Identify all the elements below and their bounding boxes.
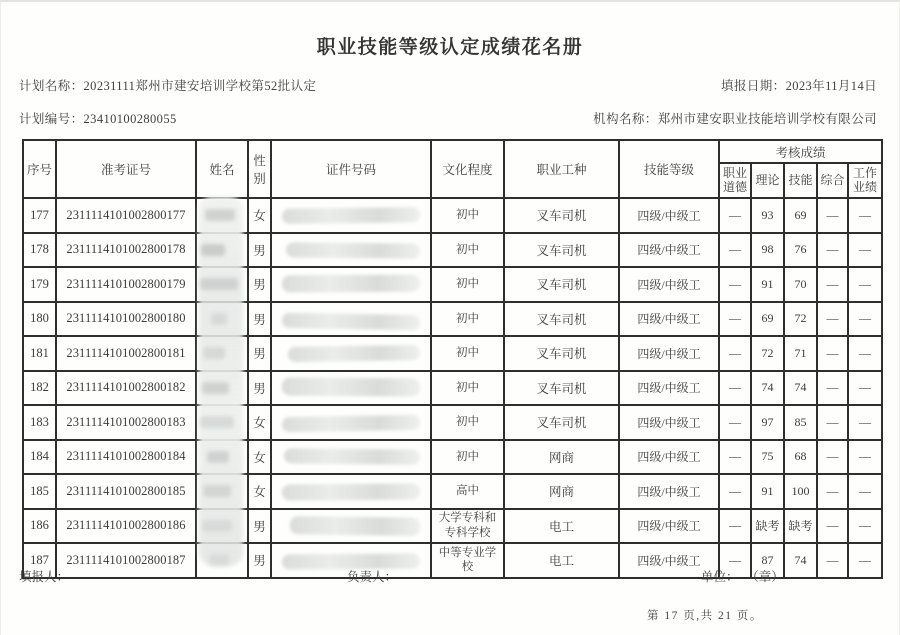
cell-occupation: 网商 [504, 474, 619, 509]
cell-occupation: 叉车司机 [504, 336, 619, 371]
cell-occupation: 叉车司机 [504, 198, 619, 233]
cell-score-theory: 72 [751, 336, 784, 371]
cell-ticket: 2311114101002800180 [56, 302, 196, 337]
col-ticket: 准考证号 [56, 140, 196, 198]
cell-score-theory: 91 [751, 474, 784, 509]
cell-level: 四级/中级工 [619, 302, 719, 337]
cell-id-number [271, 302, 431, 337]
cell-score-comprehensive: — [817, 440, 848, 475]
cell-score-theory: 75 [751, 440, 784, 475]
cell-id-number [271, 474, 431, 509]
cell-score-work: — [848, 198, 882, 233]
cell-level: 四级/中级工 [619, 336, 719, 371]
plan-no [19, 109, 177, 127]
cell-gender: 男 [248, 336, 271, 371]
cell-level: 四级/中级工 [619, 509, 719, 544]
org-name [593, 109, 877, 127]
col-score-comprehensive: 综合 [817, 163, 848, 198]
cell-occupation: 网商 [504, 440, 619, 475]
cell-no: 181 [23, 336, 56, 371]
id-redaction-smudge [282, 207, 420, 224]
cell-education: 大学专科和专科学校 [431, 509, 504, 544]
page-title: 职业技能等级认定成绩花名册 [316, 37, 584, 58]
cell-level: 四级/中级工 [619, 405, 719, 440]
cell-score-skill: 74 [784, 543, 817, 578]
name-redaction-smudge [205, 209, 235, 221]
cell-gender: 女 [248, 440, 271, 475]
cell-ticket: 2311114101002800187 [56, 543, 196, 578]
cell-no: 182 [23, 371, 56, 406]
cell-id-number [271, 198, 431, 233]
cell-level: 四级/中级工 [619, 440, 719, 475]
cell-score-ethics: — [719, 543, 751, 578]
cell-education: 初中 [431, 371, 504, 406]
unit-seal [701, 567, 784, 585]
name-redaction-smudge [203, 347, 225, 359]
cell-score-comprehensive: — [817, 405, 848, 440]
cell-education: 初中 [431, 233, 504, 268]
name-redaction-smudge [211, 313, 227, 325]
table-row [23, 233, 882, 268]
cell-no: 179 [23, 267, 56, 302]
cell-name [196, 233, 248, 268]
id-redaction-smudge [284, 448, 420, 464]
cell-score-theory: 87 [751, 543, 784, 578]
cell-score-ethics: — [719, 336, 751, 371]
cell-score-ethics: — [719, 405, 751, 440]
cell-id-number [271, 509, 431, 544]
roster-table [22, 139, 883, 579]
cell-score-skill: 69 [784, 198, 817, 233]
cell-name [196, 405, 248, 440]
cell-score-ethics: — [719, 440, 751, 475]
cell-id-number [271, 405, 431, 440]
cell-ticket: 2311114101002800178 [56, 233, 196, 268]
meta-line-1 [19, 76, 877, 94]
cell-gender: 男 [248, 233, 271, 268]
cell-score-theory: 93 [751, 198, 784, 233]
cell-education: 中等专业学校 [431, 543, 504, 578]
cell-gender: 女 [248, 405, 271, 440]
name-redaction-smudge [202, 382, 229, 394]
org-name-label: 机构名称： [593, 112, 658, 126]
cell-no: 183 [23, 405, 56, 440]
id-redaction-smudge [288, 345, 420, 362]
org-name-value: 郑州市建安职业技能培训学校有限公司 [657, 112, 877, 126]
cell-score-comprehensive: — [817, 474, 848, 509]
col-score-work: 工作业绩 [848, 163, 882, 198]
id-redaction-smudge [282, 312, 420, 329]
cell-score-work: — [848, 440, 882, 475]
col-education: 文化程度 [431, 140, 504, 198]
cell-score-ethics: — [719, 474, 751, 509]
table-row [23, 474, 882, 509]
col-occupation: 职业工种 [504, 140, 619, 198]
cell-score-ethics: — [719, 302, 751, 337]
cell-education: 初中 [431, 198, 504, 233]
cell-no: 177 [23, 198, 56, 233]
cell-ticket: 2311114101002800181 [56, 336, 196, 371]
cell-name [196, 302, 248, 337]
meta-line-2 [19, 109, 877, 127]
name-redaction-smudge [202, 520, 232, 532]
cell-score-skill: 缺考 [784, 509, 817, 544]
col-gender: 性别 [248, 140, 271, 198]
name-redaction-smudge [203, 485, 231, 497]
cell-no: 187 [23, 543, 56, 578]
cell-gender: 男 [248, 302, 271, 337]
cell-score-work: — [848, 371, 882, 406]
cell-occupation: 叉车司机 [504, 233, 619, 268]
cell-id-number [271, 336, 431, 371]
report-date-label: 填报日期： [721, 79, 786, 93]
cell-level: 四级/中级工 [619, 198, 719, 233]
table-row [23, 198, 882, 233]
cell-score-comprehensive: — [817, 233, 848, 268]
cell-score-theory: 74 [751, 371, 784, 406]
id-redaction-smudge [282, 377, 420, 396]
cell-score-skill: 85 [784, 405, 817, 440]
table-row [23, 371, 882, 406]
cell-score-skill: 76 [784, 233, 817, 268]
col-score-theory: 理论 [751, 163, 784, 198]
cell-score-ethics: — [719, 371, 751, 406]
plan-no-value: 23410100280055 [83, 112, 177, 126]
cell-gender: 男 [248, 371, 271, 406]
cell-score-comprehensive: — [817, 302, 848, 337]
cell-level: 四级/中级工 [619, 267, 719, 302]
cell-gender: 男 [248, 267, 271, 302]
col-id-number: 证件号码 [271, 140, 431, 198]
cell-id-number [271, 267, 431, 302]
col-score-skill: 技能 [784, 163, 817, 198]
cell-education: 初中 [431, 302, 504, 337]
col-no: 序号 [23, 140, 56, 198]
name-redaction-smudge [200, 278, 238, 290]
cell-no: 184 [23, 440, 56, 475]
cell-ticket: 2311114101002800184 [56, 440, 196, 475]
cell-no: 178 [23, 233, 56, 268]
plan-name-value: 20231111郑州市建安培训学校第52批认定 [83, 79, 317, 93]
cell-level: 四级/中级工 [619, 371, 719, 406]
cell-education: 初中 [431, 405, 504, 440]
report-date-value: 2023年11月14日 [785, 79, 877, 93]
cell-score-skill: 68 [784, 440, 817, 475]
cell-name [196, 198, 248, 233]
plan-no-label: 计划编号： [19, 112, 84, 126]
cell-ticket: 2311114101002800179 [56, 267, 196, 302]
unit-label: 单位： [701, 570, 739, 584]
cell-score-comprehensive: — [817, 336, 848, 371]
cell-score-ethics: — [719, 233, 751, 268]
cell-no: 185 [23, 474, 56, 509]
cell-ticket: 2311114101002800183 [56, 405, 196, 440]
cell-score-theory: 缺考 [751, 509, 784, 544]
col-name: 姓名 [196, 140, 248, 198]
col-score-group: 考核成绩 [719, 140, 882, 163]
plan-name-label: 计划名称： [19, 79, 84, 93]
col-level: 技能等级 [619, 140, 719, 198]
name-redaction-smudge [207, 451, 229, 463]
cell-education: 初中 [431, 440, 504, 475]
table-row [23, 405, 882, 440]
cell-score-skill: 100 [784, 474, 817, 509]
cell-level: 四级/中级工 [619, 474, 719, 509]
score-roster [22, 139, 883, 579]
cell-name [196, 509, 248, 544]
cell-name [196, 267, 248, 302]
page-number: 第 17 页,共 21 页。 [647, 610, 763, 622]
plan-name [19, 76, 316, 94]
cell-score-theory: 98 [751, 233, 784, 268]
cell-score-theory: 69 [751, 302, 784, 337]
cell-id-number [271, 440, 431, 475]
cell-score-skill: 70 [784, 267, 817, 302]
cell-score-ethics: — [719, 267, 751, 302]
cell-ticket: 2311114101002800185 [56, 474, 196, 509]
cell-gender: 女 [248, 474, 271, 509]
cell-score-work: — [848, 405, 882, 440]
cell-score-skill: 72 [784, 302, 817, 337]
table-row [23, 302, 882, 337]
id-redaction-smudge [282, 415, 420, 432]
id-redaction-smudge [282, 275, 420, 293]
cell-score-comprehensive: — [817, 543, 848, 578]
cell-id-number [271, 233, 431, 268]
cell-score-ethics: — [719, 198, 751, 233]
cell-score-skill: 74 [784, 371, 817, 406]
cell-name [196, 336, 248, 371]
cell-occupation: 叉车司机 [504, 267, 619, 302]
footer [1, 567, 899, 587]
cell-name [196, 440, 248, 475]
cell-education: 高中 [431, 474, 504, 509]
cell-name [196, 371, 248, 406]
cell-no: 180 [23, 302, 56, 337]
table-row [23, 267, 882, 302]
col-score-ethics: 职业道德 [719, 163, 751, 198]
seal-label: （章） [752, 570, 784, 584]
name-redaction-smudge [209, 554, 229, 566]
cell-score-comprehensive: — [817, 198, 848, 233]
table-row [23, 336, 882, 371]
cell-score-work: — [848, 267, 882, 302]
cell-education: 初中 [431, 267, 504, 302]
cell-score-comprehensive: — [817, 509, 848, 544]
report-date [721, 76, 877, 94]
id-redaction-smudge [286, 242, 420, 258]
cell-level: 四级/中级工 [619, 543, 719, 578]
name-redaction-smudge [200, 416, 234, 428]
cell-score-ethics: — [719, 509, 751, 544]
cell-gender: 女 [248, 198, 271, 233]
cell-gender: 男 [248, 543, 271, 578]
cell-score-comprehensive: — [817, 267, 848, 302]
cell-level: 四级/中级工 [619, 233, 719, 268]
cell-score-theory: 97 [751, 405, 784, 440]
id-redaction-smudge [290, 516, 420, 536]
cell-score-work: — [848, 336, 882, 371]
cell-gender: 男 [248, 509, 271, 544]
cell-score-work: — [848, 474, 882, 509]
cell-score-work: — [848, 302, 882, 337]
cell-name [196, 474, 248, 509]
cell-occupation: 电工 [504, 509, 619, 544]
filler-label: 填报人： [19, 570, 70, 584]
cell-ticket: 2311114101002800177 [56, 198, 196, 233]
cell-occupation: 叉车司机 [504, 302, 619, 337]
cell-score-work: — [848, 509, 882, 544]
cell-no: 186 [23, 509, 56, 544]
cell-education: 初中 [431, 336, 504, 371]
cell-id-number [271, 371, 431, 406]
cell-ticket: 2311114101002800186 [56, 509, 196, 544]
table-row [23, 440, 882, 475]
cell-score-work: — [848, 233, 882, 268]
cell-score-comprehensive: — [817, 371, 848, 406]
manager-label: 负责人： [347, 570, 398, 584]
cell-occupation: 电工 [504, 543, 619, 578]
cell-score-work: — [848, 543, 882, 578]
cell-ticket: 2311114101002800182 [56, 371, 196, 406]
table-row [23, 509, 882, 544]
cell-score-theory: 91 [751, 267, 784, 302]
cell-score-skill: 71 [784, 336, 817, 371]
cell-occupation: 叉车司机 [504, 371, 619, 406]
cell-occupation: 叉车司机 [504, 405, 619, 440]
name-redaction-smudge [201, 244, 225, 256]
id-redaction-smudge [282, 483, 420, 500]
